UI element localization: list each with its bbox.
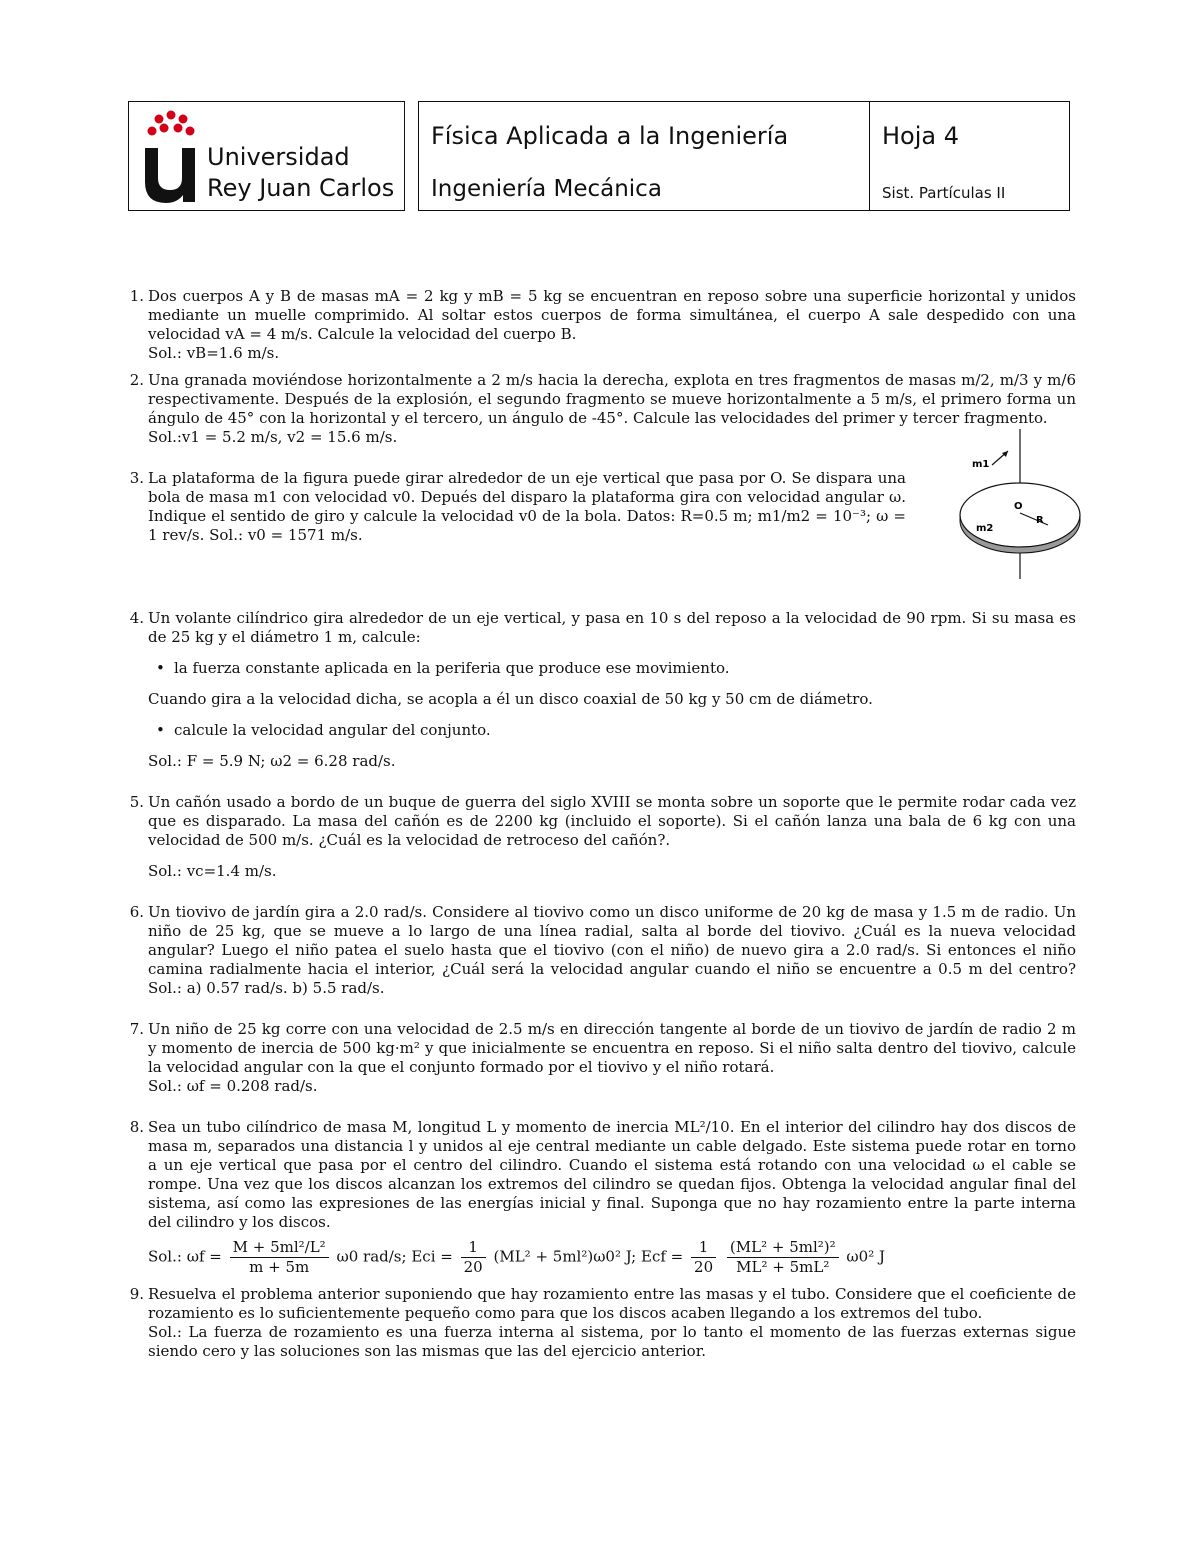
exercise-text: Una granada moviéndose horizontalmente a 2 m/s hacia la derecha, explota en tres fragmentos de masas m/2, m/3 y m/6 respectivamente. Después de la explosión, el segundo fragmento se mueve horizontalmente a 5 m/s, el primero forma un ángulo de 45° con la horizontal y el tercero, un ángulo de -45°. Calcule las velocidades del primer y tercer fragmento. — [148, 371, 1076, 427]
exercise-bullet: • la fuerza constante aplicada en la periferia que produce ese movimiento. — [148, 659, 1076, 678]
fraction-denominator: ML² + 5mL² — [736, 1258, 830, 1276]
exercise-solution — [148, 1238, 1076, 1277]
exercise-text: La plataforma de la figura puede girar alrededor de un eje vertical que pasa por O. Se dispara una bola de masa m1 con velocidad v0. Depués del disparo la plataforma gira con velocidad angular ω. Indique el sentido de giro y calcule la velocidad v0 de la bola. Datos: R=0.5 m; m1/m2 = 10⁻³; ω = 1 rev/s. Sol.: v0 = 1571 m/s. — [148, 469, 906, 544]
exercise-text-2: Cuando gira a la velocidad dicha, se acopla a él un disco coaxial de 50 kg y 50 cm de diámetro. — [148, 690, 873, 708]
university-name-line1: Universidad — [207, 143, 350, 171]
fraction-numerator: M + 5ml²/L² — [230, 1238, 329, 1258]
exercise-6 — [118, 903, 1076, 998]
exercise-8 — [118, 1118, 1076, 1277]
solution-eci-fraction — [461, 1238, 486, 1277]
exercise-text: Sea un tubo cilíndrico de masa M, longitud L y momento de inercia ML²/10. En el interior del cilindro hay dos discos de masa m, separados una distancia l y unidos al eje central mediante un cable delgado. Este sistema puede rotar en torno a un eje vertical que pasa por el centro del cilindro. Cuando el sistema está rotando con una velocidad ω el cable se rompe. Una vez que los discos alcanzan los extremos del cilindro se quedan fijos. Obtenga la velocidad angular final del sistema, así como las expresiones de las energías inicial y final. Suponga que no hay rozamiento entre la parte interna del cilindro y los discos. — [148, 1118, 1076, 1231]
exercise-number: 9. — [129, 1285, 144, 1303]
exercise-text: Resuelva el problema anterior suponiendo que hay rozamiento entre las masas y el tubo. Considere que el coeficiente de rozamiento es lo suficientemente pequeño como para que los discos acaben llegando a los extremos del tubo. — [148, 1285, 1076, 1322]
exercise-number: 3. — [129, 469, 144, 487]
solution-ecf-fraction-2 — [727, 1238, 839, 1277]
solution-omega-tail: ω0 rad/s; — [336, 1247, 407, 1266]
university-logo-box — [128, 101, 405, 211]
exercise-solution: Sol.: vc=1.4 m/s. — [148, 862, 277, 880]
fraction-denominator: 20 — [463, 1258, 483, 1276]
fraction-numerator: (ML² + 5ml²)² — [727, 1238, 839, 1258]
exercise-number: 5. — [129, 793, 144, 811]
exercise-text: Un niño de 25 kg corre con una velocidad de 2.5 m/s en dirección tangente al borde de un tiovivo de jardín de radio 2 m y momento de inercia de 500 kg·m² y que inicialmente se encuentra en reposo. Si el niño salta dentro del tiovivo, calcule la velocidad angular con la que el conjunto formado por el tiovivo y el niño rotará. — [148, 1020, 1076, 1076]
solution-ecf-tail: ω0² J — [846, 1247, 885, 1266]
exercise-9 — [118, 1285, 1076, 1361]
sheet-subtitle: Sist. Partículas II — [882, 184, 1006, 202]
solution-eci-tail: (ML² + 5ml²)ω0² J; — [493, 1247, 637, 1266]
fig-label-m1: m1 — [972, 459, 990, 470]
exercise-solution: Sol.:v1 = 5.2 m/s, v2 = 15.6 m/s. — [148, 428, 398, 446]
document-header — [128, 101, 1070, 213]
exercise-number: 4. — [129, 609, 144, 627]
exercise-solution: Sol.: La fuerza de rozamiento es una fuerza interna al sistema, por lo tanto el momento de las fuerzas externas sigue siendo cero y las soluciones son las mismas que las del ejercicio anterior. — [148, 1323, 1076, 1360]
fraction-numerator: 1 — [691, 1238, 716, 1258]
sheet-box — [870, 101, 1070, 211]
course-title: Física Aplicada a la Ingeniería — [431, 122, 789, 150]
exercise-text: Dos cuerpos A y B de masas mA = 2 kg y mB = 5 kg se encuentran en reposo sobre una superficie horizontal y unidos mediante un muelle comprimido. Al soltar estos cuerpos de forma simultánea, el cuerpo A sale despedido con una velocidad vA = 4 m/s. Calcule la velocidad del cuerpo B. — [148, 287, 1076, 343]
fig-label-r: R — [1036, 515, 1044, 526]
sheet-title: Hoja 4 — [882, 122, 960, 150]
solution-omega-lhs: ωf = — [186, 1247, 222, 1266]
platform-figure — [956, 429, 1086, 579]
exercise-5 — [118, 793, 1076, 881]
exercise-3 — [118, 459, 1076, 601]
fraction-denominator: m + 5m — [249, 1258, 310, 1276]
exercise-text: Un volante cilíndrico gira alrededor de un eje vertical, y pasa en 10 s del reposo a la velocidad de 90 rpm. Si su masa es de 25 kg y el diámetro 1 m, calcule: — [148, 609, 1076, 646]
fraction-numerator: 1 — [461, 1238, 486, 1258]
solution-label: Sol.: — [148, 1247, 182, 1266]
exercise-solution: Sol.: ωf = 0.208 rad/s. — [148, 1077, 318, 1095]
exercise-number: 6. — [129, 903, 144, 921]
exercise-number: 1. — [129, 287, 144, 305]
course-subtitle: Ingeniería Mecánica — [431, 176, 662, 202]
university-logo-icon — [141, 108, 207, 204]
exercise-number: 2. — [129, 371, 144, 389]
solution-eci-lhs: Eci = — [411, 1247, 453, 1266]
exercise-number: 7. — [129, 1020, 144, 1038]
solution-ecf-fraction — [691, 1238, 716, 1277]
exercise-4 — [118, 609, 1076, 771]
exercise-1 — [118, 287, 1076, 363]
exercise-text: Un cañón usado a bordo de un buque de guerra del siglo XVIII se monta sobre un soporte que le permite rodar cada vez que es disparado. La masa del cañón es de 2200 kg (incluido el soporte). Si el cañón lanza una bala de 6 kg con una velocidad de 500 m/s. ¿Cuál es la velocidad de retroceso del cañón?. — [148, 793, 1076, 849]
university-name — [207, 142, 394, 204]
exercise-text: Un tiovivo de jardín gira a 2.0 rad/s. Considere al tiovivo como un disco uniforme de 20 kg de masa y 1.5 m de radio. Un niño de 25 kg, que se mueve a lo largo de una línea radial, salta al borde del tiovivo. ¿Cuál es la nueva velocidad angular? Luego el niño patea el suelo hasta que el tiovivo (con el niño) de nuevo gira a 2.0 rad/s. Si entonces el niño camina radialmente hacia el interior, ¿Cuál será la velocidad angular cuando el niño se encuentre a 0.5 m del centro? Sol.: a) 0.57 rad/s. b) 5.5 rad/s. — [148, 903, 1076, 997]
exercise-bullet: • calcule la velocidad angular del conjunto. — [148, 721, 1076, 740]
fig-label-o: O — [1014, 501, 1023, 512]
exercise-solution: Sol.: vB=1.6 m/s. — [148, 344, 280, 362]
fraction-denominator: 20 — [694, 1258, 714, 1276]
course-box — [418, 101, 870, 211]
solution-ecf-lhs: Ecf = — [641, 1247, 684, 1266]
exercise-7 — [118, 1020, 1076, 1096]
exercise-solution: Sol.: F = 5.9 N; ω2 = 6.28 rad/s. — [148, 752, 396, 770]
exercise-number: 8. — [129, 1118, 144, 1136]
exercise-2 — [118, 371, 1076, 447]
fig-label-m2: m2 — [976, 523, 994, 534]
exercise-list — [118, 287, 1076, 1369]
solution-omega-fraction — [230, 1238, 329, 1277]
university-name-line2: Rey Juan Carlos — [207, 174, 395, 202]
